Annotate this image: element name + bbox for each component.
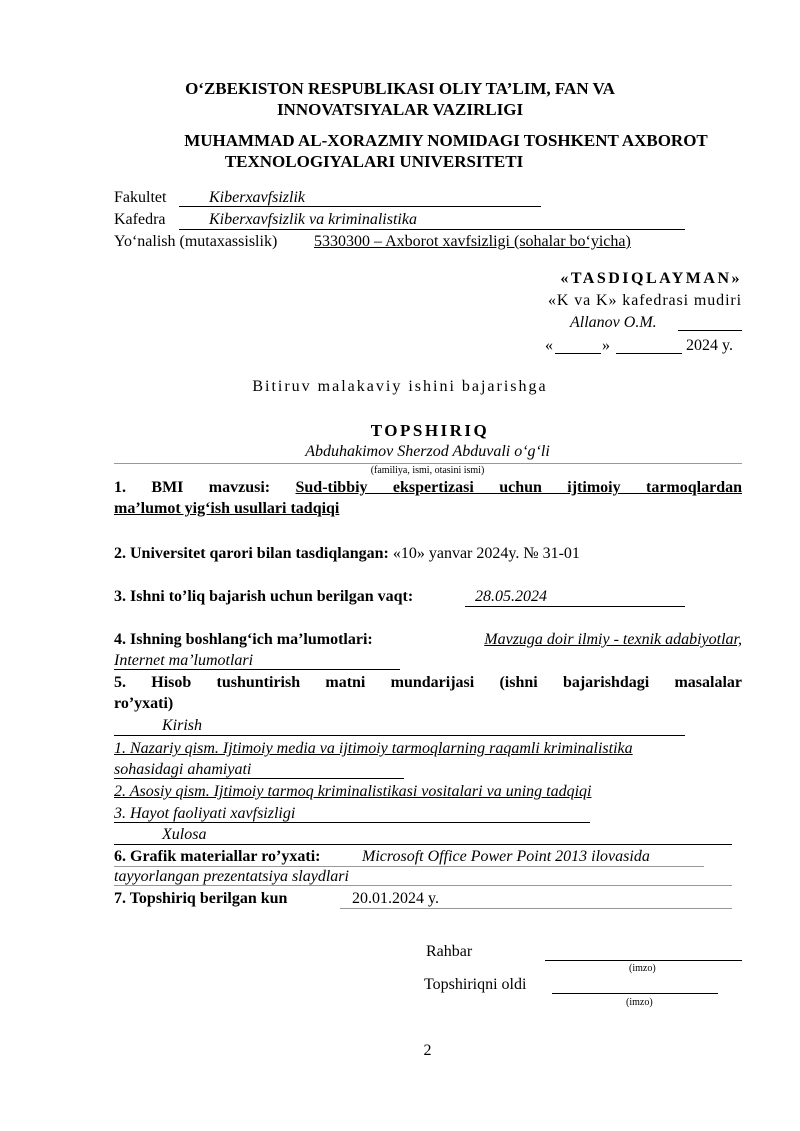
item-6-underline-2 — [114, 885, 732, 886]
approval-year: 2024 y. — [686, 337, 733, 354]
approval-name: Allanov O.M. — [570, 314, 657, 331]
item-1-line-1 — [114, 479, 742, 497]
receiver-signature-caption: (imzo) — [626, 997, 653, 1008]
page-number: 2 — [423, 1042, 432, 1059]
assignment-intro: Bitiruv malakaviy ishini bajarishga — [252, 378, 548, 395]
university-line-1: MUHAMMAD AL-XORAZMIY NOMIDAGI TOSHKENT AXBOROT — [184, 131, 708, 150]
faculty-underline — [179, 206, 541, 207]
approval-month-line — [616, 353, 682, 354]
approval-date-open: « — [545, 337, 553, 354]
supervisor-signature-caption: (imzo) — [629, 963, 656, 974]
item-4-label: 4. Ishning boshlang‘ich ma’lumotlari: — [114, 631, 373, 648]
item-4-value-line-1: Mavzuga doir ilmiy - texnik adabiyotlar, — [484, 631, 742, 648]
item-2-value: «10» yanvar 2024y. № 31-01 — [392, 545, 580, 562]
department-underline — [179, 229, 685, 230]
approval-date-close: » — [602, 337, 610, 354]
approval-title: «TASDIQLAYMAN» — [560, 270, 742, 287]
receiver-signature-line — [552, 993, 718, 994]
supervisor-signature-line — [545, 960, 742, 961]
item-6-value-line-1: Microsoft Office Power Point 2013 ilovasida — [362, 848, 650, 865]
contents-life-safety-underline — [114, 822, 590, 823]
item-2-label: 2. Universitet qarori bilan tasdiqlangan: — [114, 545, 389, 562]
item-1-topic-part-2: ma’lumot yig‘ish usullari tadqiqi — [114, 500, 340, 517]
contents-conclusion-underline — [114, 844, 732, 845]
receiver-label: Topshiriqni oldi — [424, 976, 527, 993]
item-4-underline — [114, 669, 400, 670]
assignment-title: TOPSHIRIQ — [370, 421, 490, 440]
student-underline — [114, 463, 742, 464]
item-4-value-line-2: Internet ma’lumotlari — [114, 652, 254, 669]
contents-introduction-underline — [114, 735, 685, 736]
student-caption: (familiya, ismi, otasini ismi) — [370, 465, 485, 476]
contents-life-safety: 3. Hayot faoliyati xavfsizligi — [114, 805, 296, 822]
approval-position: «K va K» kafedrasi mudiri — [547, 292, 742, 309]
contents-theory-line-1: 1. Nazariy qism. Ijtimoiy media va ijtimoiy tarmoqlarning raqamli kriminalistika — [114, 740, 633, 757]
item-7-underline — [340, 908, 732, 909]
item-5-heading-line-2: ro’yxati) — [114, 695, 174, 712]
item-1-topic-part-1: Sud-tibbiy ekspertizasi uchun ijtimoiy tarmoqlardan — [295, 479, 742, 496]
specialty-value: 5330300 – Axborot xavfsizligi (sohalar bo‘yicha) — [314, 233, 631, 250]
approval-day-line — [555, 353, 601, 354]
item-6-underline-1 — [114, 866, 704, 867]
university-line-2: TEXNOLOGIYALARI UNIVERSITETI — [224, 152, 524, 171]
contents-theory-underline — [114, 778, 404, 779]
item-7-label: 7. Topshiriq berilgan kun — [114, 890, 288, 907]
item-3-underline — [465, 606, 685, 607]
contents-conclusion: Xulosa — [162, 826, 207, 843]
item-3-value: 28.05.2024 — [475, 588, 547, 605]
supervisor-label: Rahbar — [426, 943, 473, 960]
contents-main-part: 2. Asosiy qism. Ijtimoiy tarmoq kriminalistikasi vositalari va uning tadqiqi — [114, 783, 592, 800]
item-5-heading-line-1: 5. Hisob tushuntirish matni mundarijasi (ishni bajarishdagi masalalar — [114, 674, 742, 691]
contents-introduction: Kirish — [162, 717, 203, 734]
ministry-line-2: INNOVATSIYALAR VAZIRLIGI — [276, 100, 524, 119]
item-6-value-line-2: tayyorlangan prezentatsiya slaydlari — [114, 868, 349, 885]
student-name: Abduhakimov Sherzod Abduvali o‘g‘li — [305, 443, 550, 460]
specialty-label: Yo‘nalish (mutaxassislik) — [114, 233, 278, 250]
item-6-label: 6. Grafik materiallar ro’yxati: — [114, 848, 321, 865]
faculty-label: Fakultet — [114, 189, 167, 206]
item-7-value: 20.01.2024 y. — [352, 890, 439, 907]
contents-theory-line-2: sohasidagi ahamiyati — [114, 761, 252, 778]
department-value: Kiberxavfsizlik va kriminalistika — [209, 211, 417, 228]
faculty-value: Kiberxavfsizlik — [209, 189, 305, 206]
approval-signature-line — [678, 330, 742, 331]
item-2 — [114, 545, 580, 563]
item-1-label: 1. BMI mavzusi: — [114, 479, 271, 496]
item-3-label: 3. Ishni to’liq bajarish uchun berilgan vaqt: — [114, 588, 414, 605]
department-label: Kafedra — [114, 211, 166, 228]
ministry-line-1: O‘ZBEKISTON RESPUBLIKASI OLIY TA’LIM, FAN VA — [185, 79, 615, 98]
